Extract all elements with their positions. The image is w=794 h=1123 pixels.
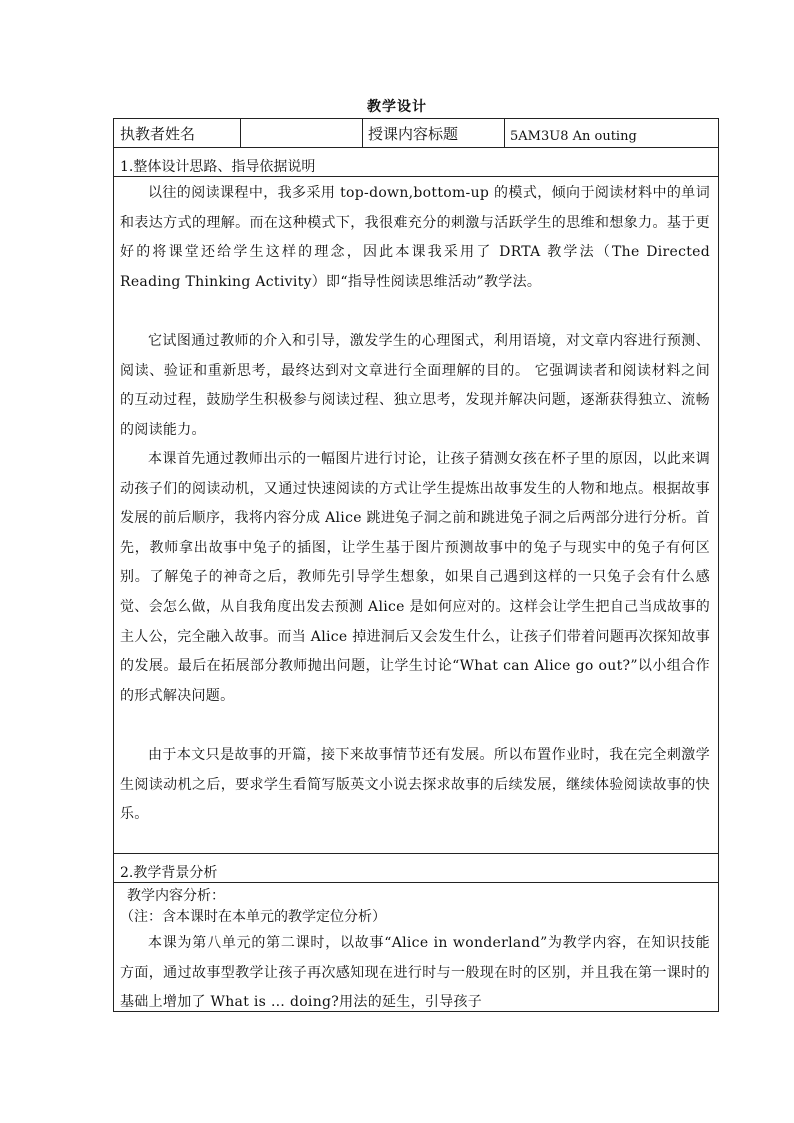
paragraph: 本课为第八单元的第二课时，以故事“Alice in wonderland”为教学内容，在知识技能方面，通过故事型教学让孩子再次感知现在进行时与一般现在时的区别，并且我在第一课时的基础上增加了 What is … doing?用法的延生，引导孩子: [120, 935, 710, 1011]
section-heading-teaching-background: 2.教学背景分析: [120, 865, 218, 881]
row-divider: [114, 147, 718, 148]
column-divider: [362, 119, 363, 147]
document-title: 教学设计: [367, 99, 427, 115]
column-divider: [240, 119, 241, 147]
paragraph: 以往的阅读课程中，我多采用 top-down,bottom-up 的模式，倾向于阅读材料中的单词和表达方式的理解。而在这种模式下，我很难充分的刺激与活跃学生的思维和想象力。基于更好的将课堂还给学生这样的理念，因此本课我采用了 DRTA 教学法（The Directed Reading Thinking Activity）即“指导性阅读思维活动”教学法。: [120, 185, 710, 290]
row-divider: [114, 176, 718, 177]
paragraph: 由于本文只是故事的开篇，接下来故事情节还有发展。所以布置作业时，我在完全刺激学生阅读动机之后，要求学生看简写版英文小说去探求故事的后续发展，继续体验阅读故事的快乐。: [120, 747, 710, 823]
lesson-topic-value: 5AM3U8 An outing: [510, 129, 637, 144]
content-analysis-note: （注：含本课时在本单元的教学定位分析）: [120, 909, 386, 925]
paragraph: 它试图通过教师的介入和引导，激发学生的心理图式，利用语境，对文章内容进行预测、阅读、验证和重新思考，最终达到对文章进行全面理解的目的。 它强调读者和阅读材料之间的互动过程，鼓励学生积极参与阅读过程、独立思考，发现并解决问题，逐渐获得独立、流畅的阅读能力。: [120, 333, 710, 438]
lesson-topic-label: 授课内容标题: [368, 125, 459, 143]
column-divider: [504, 119, 505, 147]
row-divider: [114, 853, 718, 854]
row-divider: [114, 882, 718, 883]
teacher-name-label: 执教者姓名: [120, 125, 196, 143]
section-heading-design-rationale: 1.整体设计思路、指导依据说明: [120, 159, 316, 175]
content-analysis-label: 教学内容分析：: [127, 888, 225, 904]
lesson-plan-table: [113, 118, 719, 1012]
paragraph: 本课首先通过教师出示的一幅图片进行讨论，让孩子猜测女孩在杯子里的原因，以此来调动孩子们的阅读动机，又通过快速阅读的方式让学生提炼出故事发生的人物和地点。根据故事发展的前后顺序，我将内容分成 Alice 跳进兔子洞之前和跳进兔子洞之后两部分进行分析。首先，教师拿出故事中兔子的插图，让学生基于图片预测故事中的兔子与现实中的兔子有何区别。了解兔子的神奇之后，教师先引导学生想象，如果自己遇到这样的一只兔子会有什么感觉、会怎么做，从自我角度出发去预测 Alice 是如何应对的。这样会让学生把自己当成故事的主人公，完全融入故事。而当 Alice 掉进洞后又会发生什么，让孩子们带着问题再次探知故事的发展。最后在拓展部分教师抛出问题，让学生讨论“What can Alice go out?”以小组合作的形式解决问题。: [120, 451, 710, 704]
